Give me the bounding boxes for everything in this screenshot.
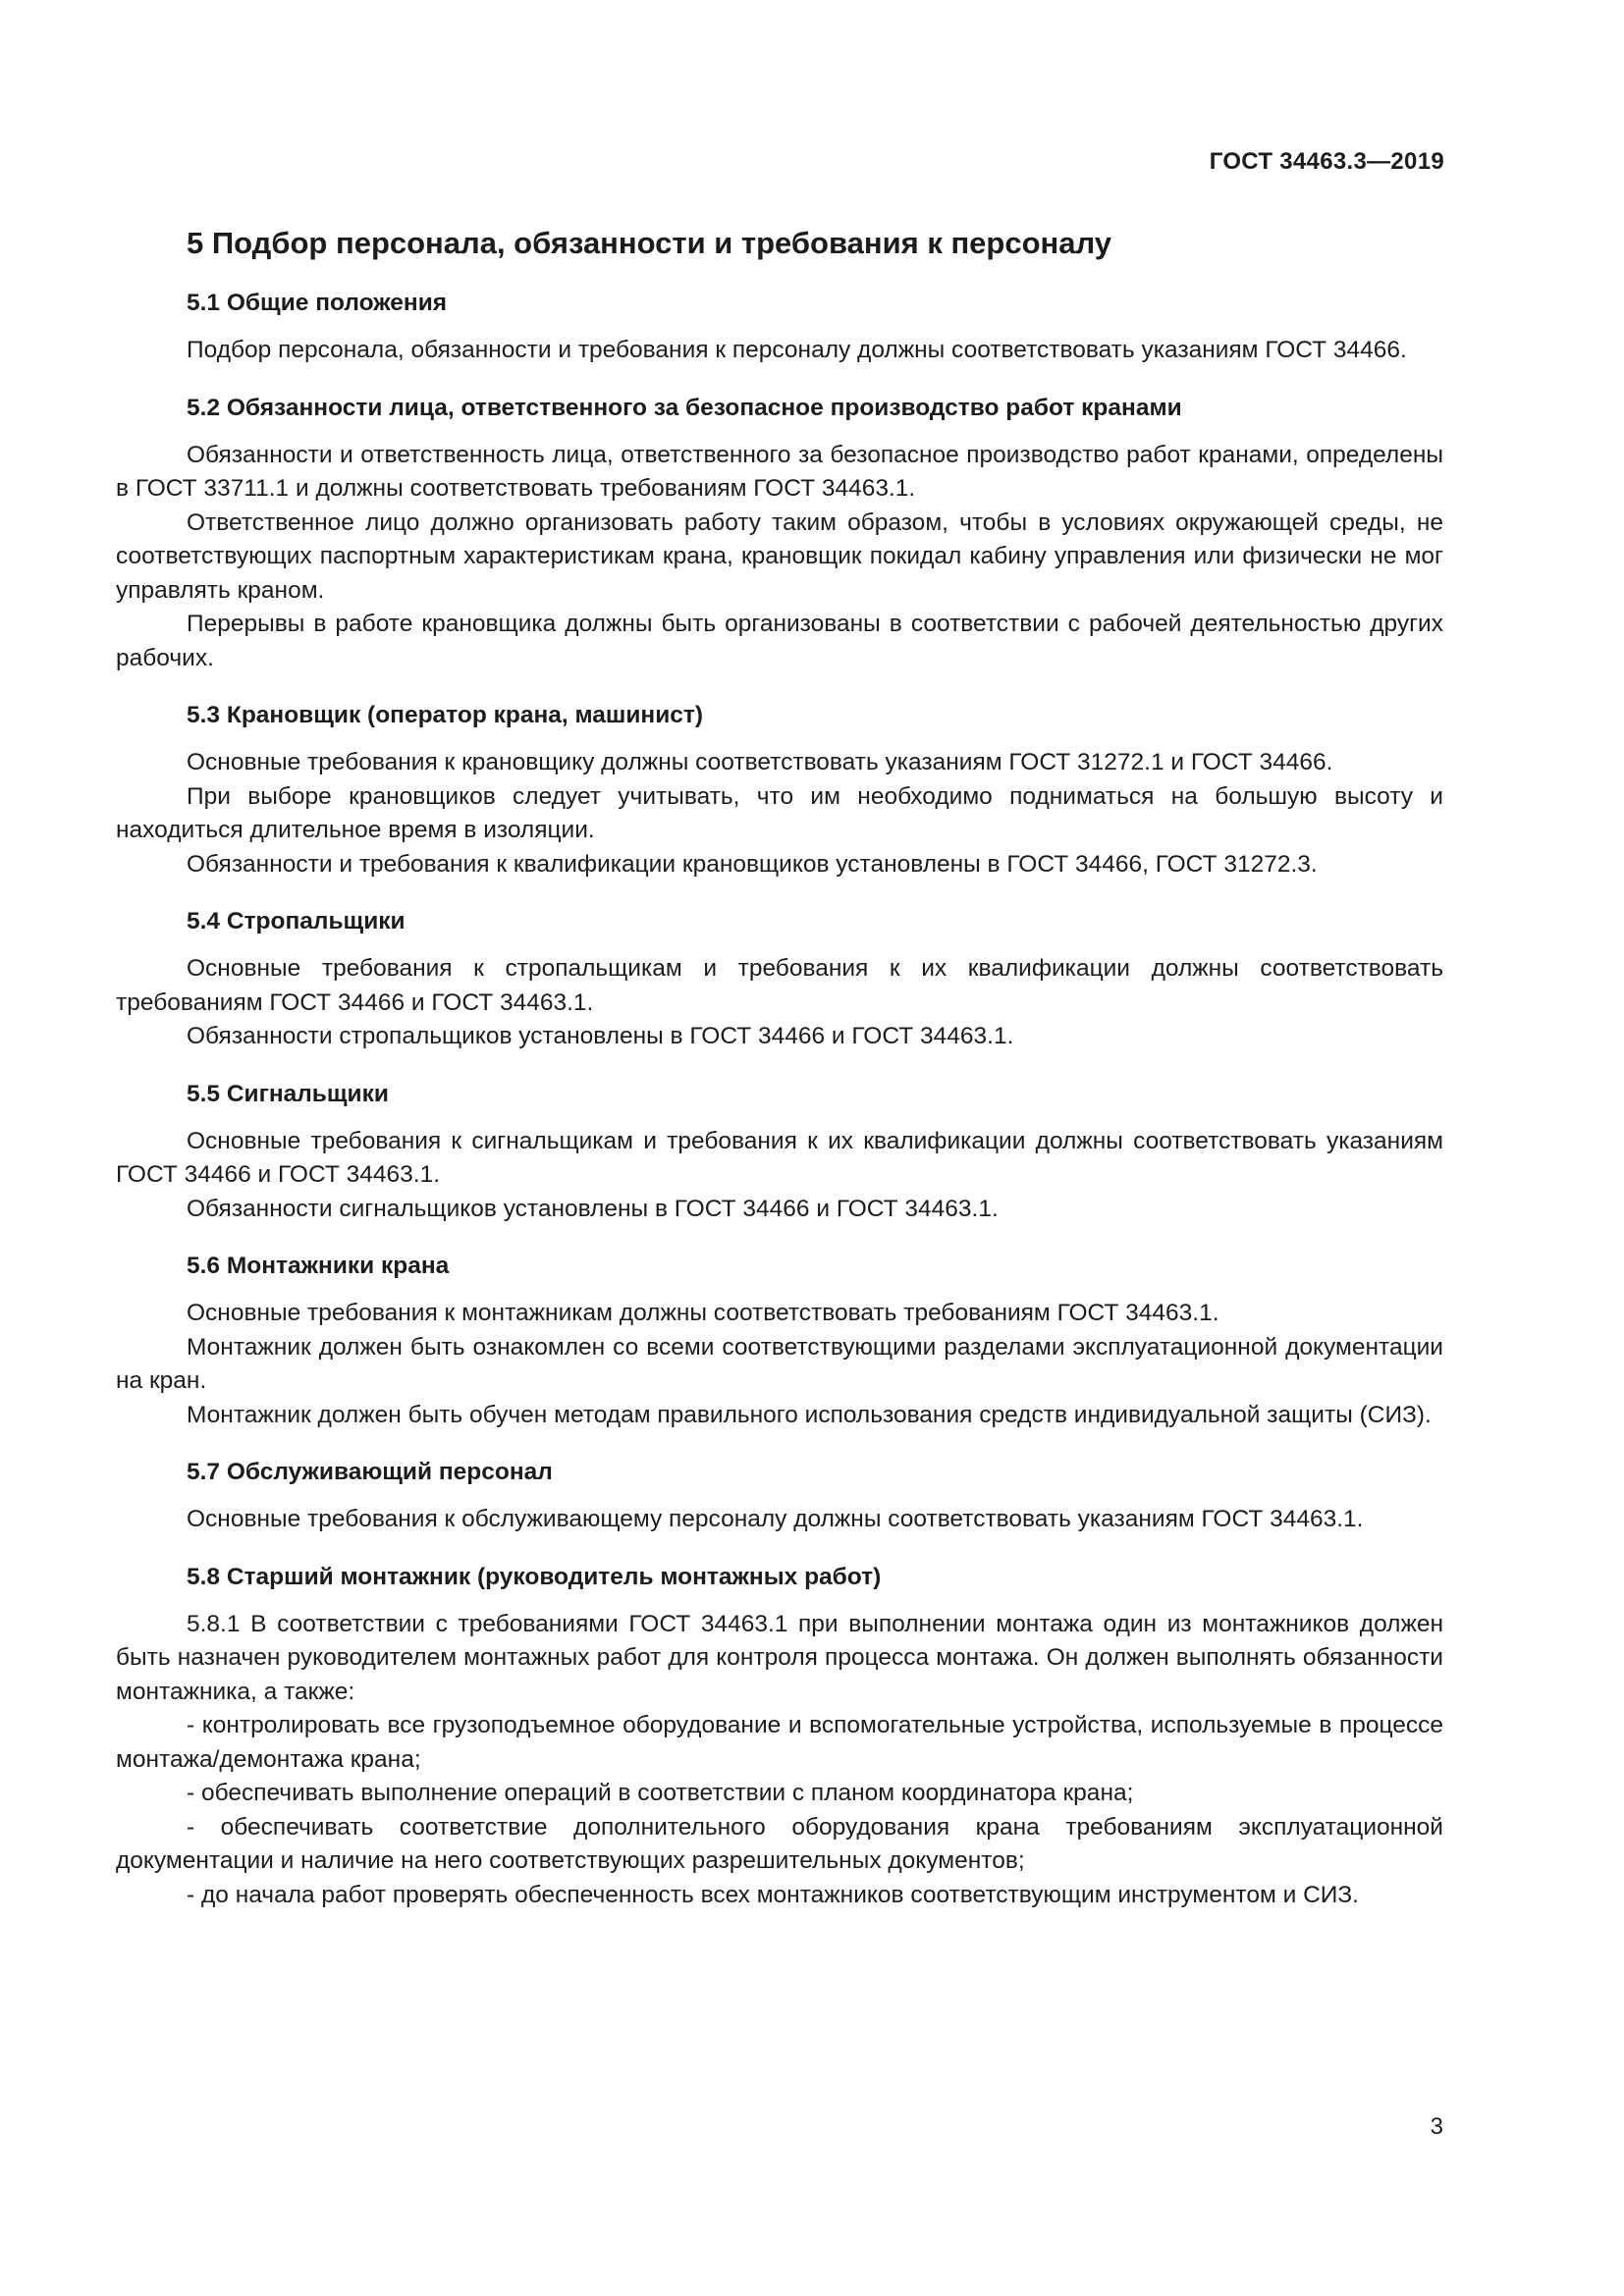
paragraph: Обязанности сигнальщиков установлены в ГОСТ 34466 и ГОСТ 34463.1. [187,1195,999,1222]
paragraph: - обеспечивать выполнение операций в соответствии с планом координатора крана; [187,1780,1134,1806]
subsection-title: 5.6 Монтажники крана [187,1253,450,1279]
subsection-5 [116,1080,1443,1227]
paragraph: 5.8.1 В соответствии с требованиями ГОСТ 34463.1 при выполнении монтажа один из монтажников должен быть назначен руководителем монтажных работ для контроля процесса монтажа. Он должен выполнять обязанности монтажника, а также: [116,1610,1443,1705]
subsection-4 [116,907,1443,1054]
subsection-7 [116,1458,1443,1537]
subsection-3 [116,701,1443,881]
section-title: 5 Подбор персонала, обязанности и требования к персоналу [187,226,1112,260]
paragraph: Обязанности и ответственность лица, ответственного за безопасное производство работ кранами, определены в ГОСТ 33711.1 и должны соответствовать требованиям ГОСТ 34463.1. [116,441,1443,502]
paragraph: Основные требования к обслуживающему персоналу должны соответствовать указаниям ГОСТ 34463.1. [187,1506,1364,1532]
standard-code-header: ГОСТ 34463.3—2019 [1209,148,1444,175]
subsection-title: 5.2 Обязанности лица, ответственного за безопасное производство работ кранами [187,394,1182,421]
paragraph: Подбор персонала, обязанности и требования к персоналу должны соответствовать указаниям ГОСТ 34466. [187,337,1407,363]
subsection-title: 5.7 Обслуживающий персонал [187,1459,553,1485]
paragraph: При выборе крановщиков следует учитывать, что им необходимо подниматься на большую высоту и находиться длительное время в изоляции. [116,782,1443,843]
page-number: 3 [1430,2113,1443,2140]
subsection-8 [116,1563,1443,1913]
subsection-6 [116,1252,1443,1432]
paragraph: Ответственное лицо должно организовать работу таким образом, чтобы в условиях окружающей среды, не соответствующих паспортным характеристикам крана, крановщик покидал кабину управления или физически не мог управлять краном. [116,508,1443,604]
paragraph: Обязанности стропальщиков установлены в ГОСТ 34466 и ГОСТ 34463.1. [187,1023,1014,1049]
subsection-title: 5.4 Стропальщики [187,908,406,934]
subsection-2 [116,394,1443,676]
paragraph: - обеспечивать соответствие дополнительного оборудования крана требованиям эксплуатационной документации и наличие на него соответствующих разрешительных документов; [116,1813,1443,1874]
paragraph: Перерывы в работе крановщика должны быть организованы в соответствии с рабочей деятельностью других рабочих. [116,611,1443,671]
paragraph: Обязанности и требования к квалификации крановщиков установлены в ГОСТ 34466, ГОСТ 31272.3. [187,850,1318,878]
subsection-title: 5.1 Общие положения [187,290,448,316]
page-content [116,224,1443,1938]
subsection-title: 5.5 Сигнальщики [187,1080,389,1107]
subsection-title: 5.3 Крановщик (оператор крана, машинист) [187,702,704,728]
subsection-title: 5.8 Старший монтажник (руководитель монтажных работ) [187,1563,882,1590]
subsections-list [116,289,1443,1912]
paragraph: Основные требования к сигнальщикам и требования к их квалификации должны соответствовать указаниям ГОСТ 34466 и ГОСТ 34463.1. [116,1127,1443,1188]
paragraph: Основные требования к стропальщикам и требования к их квалификации должны соответствовать требованиям ГОСТ 34466 и ГОСТ 34463.1. [116,955,1443,1016]
paragraph: Монтажник должен быть обучен методам правильного использования средств индивидуальной защиты (СИЗ). [187,1401,1432,1428]
paragraph: Основные требования к крановщику должны соответствовать указаниям ГОСТ 31272.1 и ГОСТ 34466. [187,749,1333,775]
paragraph: Монтажник должен быть ознакомлен со всеми соответствующими разделами эксплуатационной документации на кран. [116,1333,1443,1394]
paragraph: Основные требования к монтажникам должны соответствовать требованиям ГОСТ 34463.1. [187,1300,1219,1326]
subsection-1 [116,289,1443,368]
paragraph: - до начала работ проверять обеспеченность всех монтажников соответствующим инструментом и СИЗ. [187,1881,1359,1908]
paragraph: - контролировать все грузоподъемное оборудование и вспомогательные устройства, используемые в процессе монтажа/демонтажа крана; [116,1712,1443,1773]
